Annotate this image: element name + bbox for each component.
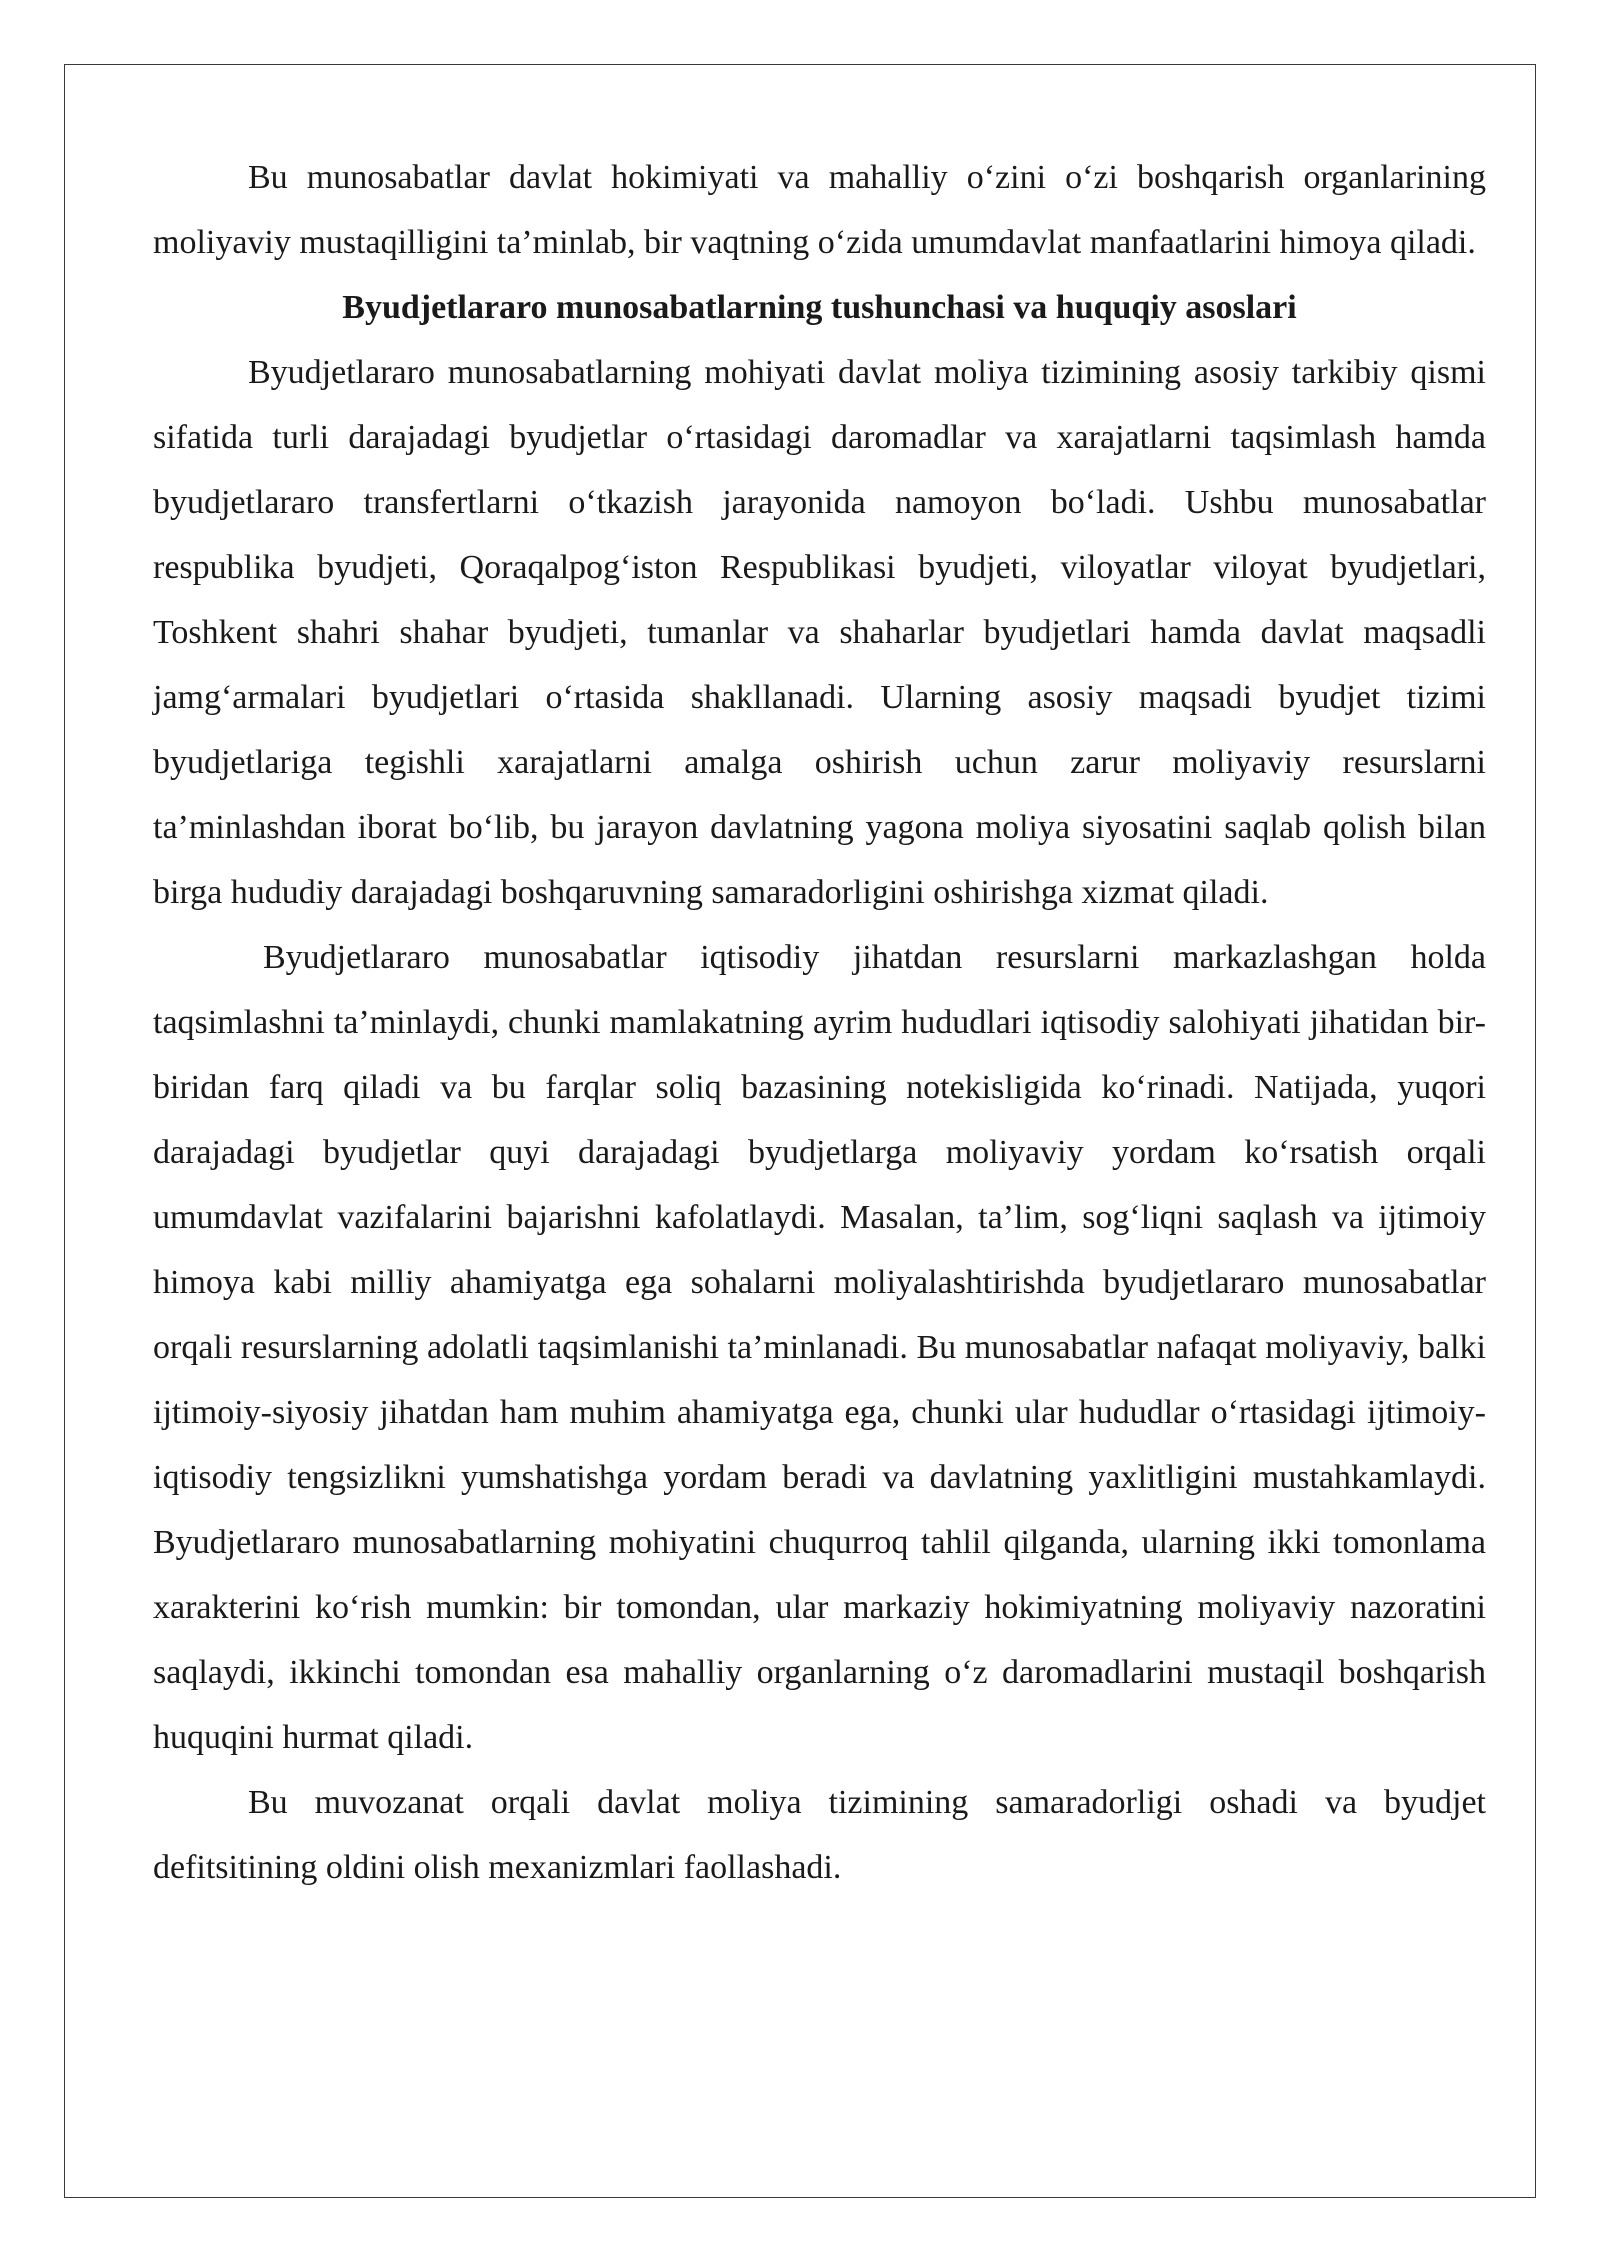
document-body [153, 145, 1486, 1900]
section-heading: Byudjetlararo munosabatlarning tushunchasi va huquqiy asoslari [342, 289, 1297, 326]
paragraph-conclusion: Bu muvozanat orqali davlat moliya tizimining samaradorligi oshadi va byudjet defitsitining oldini olish mexanizmlari faollashadi. [153, 1784, 1486, 1886]
paragraph-economic: Byudjetlararo munosabatlar iqtisodiy jihatdan resurslarni markazlashgan holda taqsimlashni ta’minlaydi, chunki mamlakatning ayrim hududlari iqtisodiy salohiyati jihatidan bir-biridan farq qiladi va bu farqlar soliq bazasining notekisligida ko‘rinadi. Natijada, yuqori darajadagi byudjetlar quyi darajadagi byudjetlarga moliyaviy yordam ko‘rsatish orqali umumdavlat vazifalarini bajarishni kafolatlaydi. Masalan, ta’lim, sog‘liqni saqlash va ijtimoiy himoya kabi milliy ahamiyatga ega sohalarni moliyalashtirishda byudjetlararo munosabatlar orqali resurslarning adolatli taqsimlanishi ta’minlanadi. Bu munosabatlar nafaqat moliyaviy, balki ijtimoiy-siyosiy jihatdan ham muhim ahamiyatga ega, chunki ular hududlar o‘rtasidagi ijtimoiy-iqtisodiy tengsizlikni yumshatishga yordam beradi va davlatning yaxlitligini mustahkamlaydi. Byudjetlararo munosabatlarning mohiyatini chuqurroq tahlil qilganda, ularning ikki tomonlama xarakterini ko‘rish mumkin: bir tomondan, ular markaziy hokimiyatning moliyaviy nazoratini saqlaydi, ikkinchi tomondan esa mahalliy organlarning o‘z daromadlarini mustaqil boshqarish huquqini hurmat qiladi. [153, 939, 1486, 1756]
paragraph-essence: Byudjetlararo munosabatlarning mohiyati davlat moliya tizimining asosiy tarkibiy qismi sifatida turli darajadagi byudjetlar o‘rtasidagi daromadlar va xarajatlarni taqsimlash hamda byudjetlararo transfertlarni o‘tkazish jarayonida namoyon bo‘ladi. Ushbu munosabatlar respublika byudjeti, Qoraqalpog‘iston Respublikasi byudjeti, viloyatlar viloyat byudjetlari, Toshkent shahri shahar byudjeti, tumanlar va shaharlar byudjetlari hamda davlat maqsadli jamg‘armalari byudjetlari o‘rtasida shakllanadi. Ularning asosiy maqsadi byudjet tizimi byudjetlariga tegishli xarajatlarni amalga oshirish uchun zarur moliyaviy resurslarni ta’minlashdan iborat bo‘lib, bu jarayon davlatning yagona moliya siyosatini saqlab qolish bilan birga hududiy darajadagi boshqaruvning samaradorligini oshirishga xizmat qiladi. [153, 354, 1486, 911]
paragraph-intro: Bu munosabatlar davlat hokimiyati va mahalliy o‘zini o‘zi boshqarish organlarining moliyaviy mustaqilligini ta’minlab, bir vaqtning o‘zida umumdavlat manfaatlarini himoya qiladi. [153, 159, 1486, 261]
